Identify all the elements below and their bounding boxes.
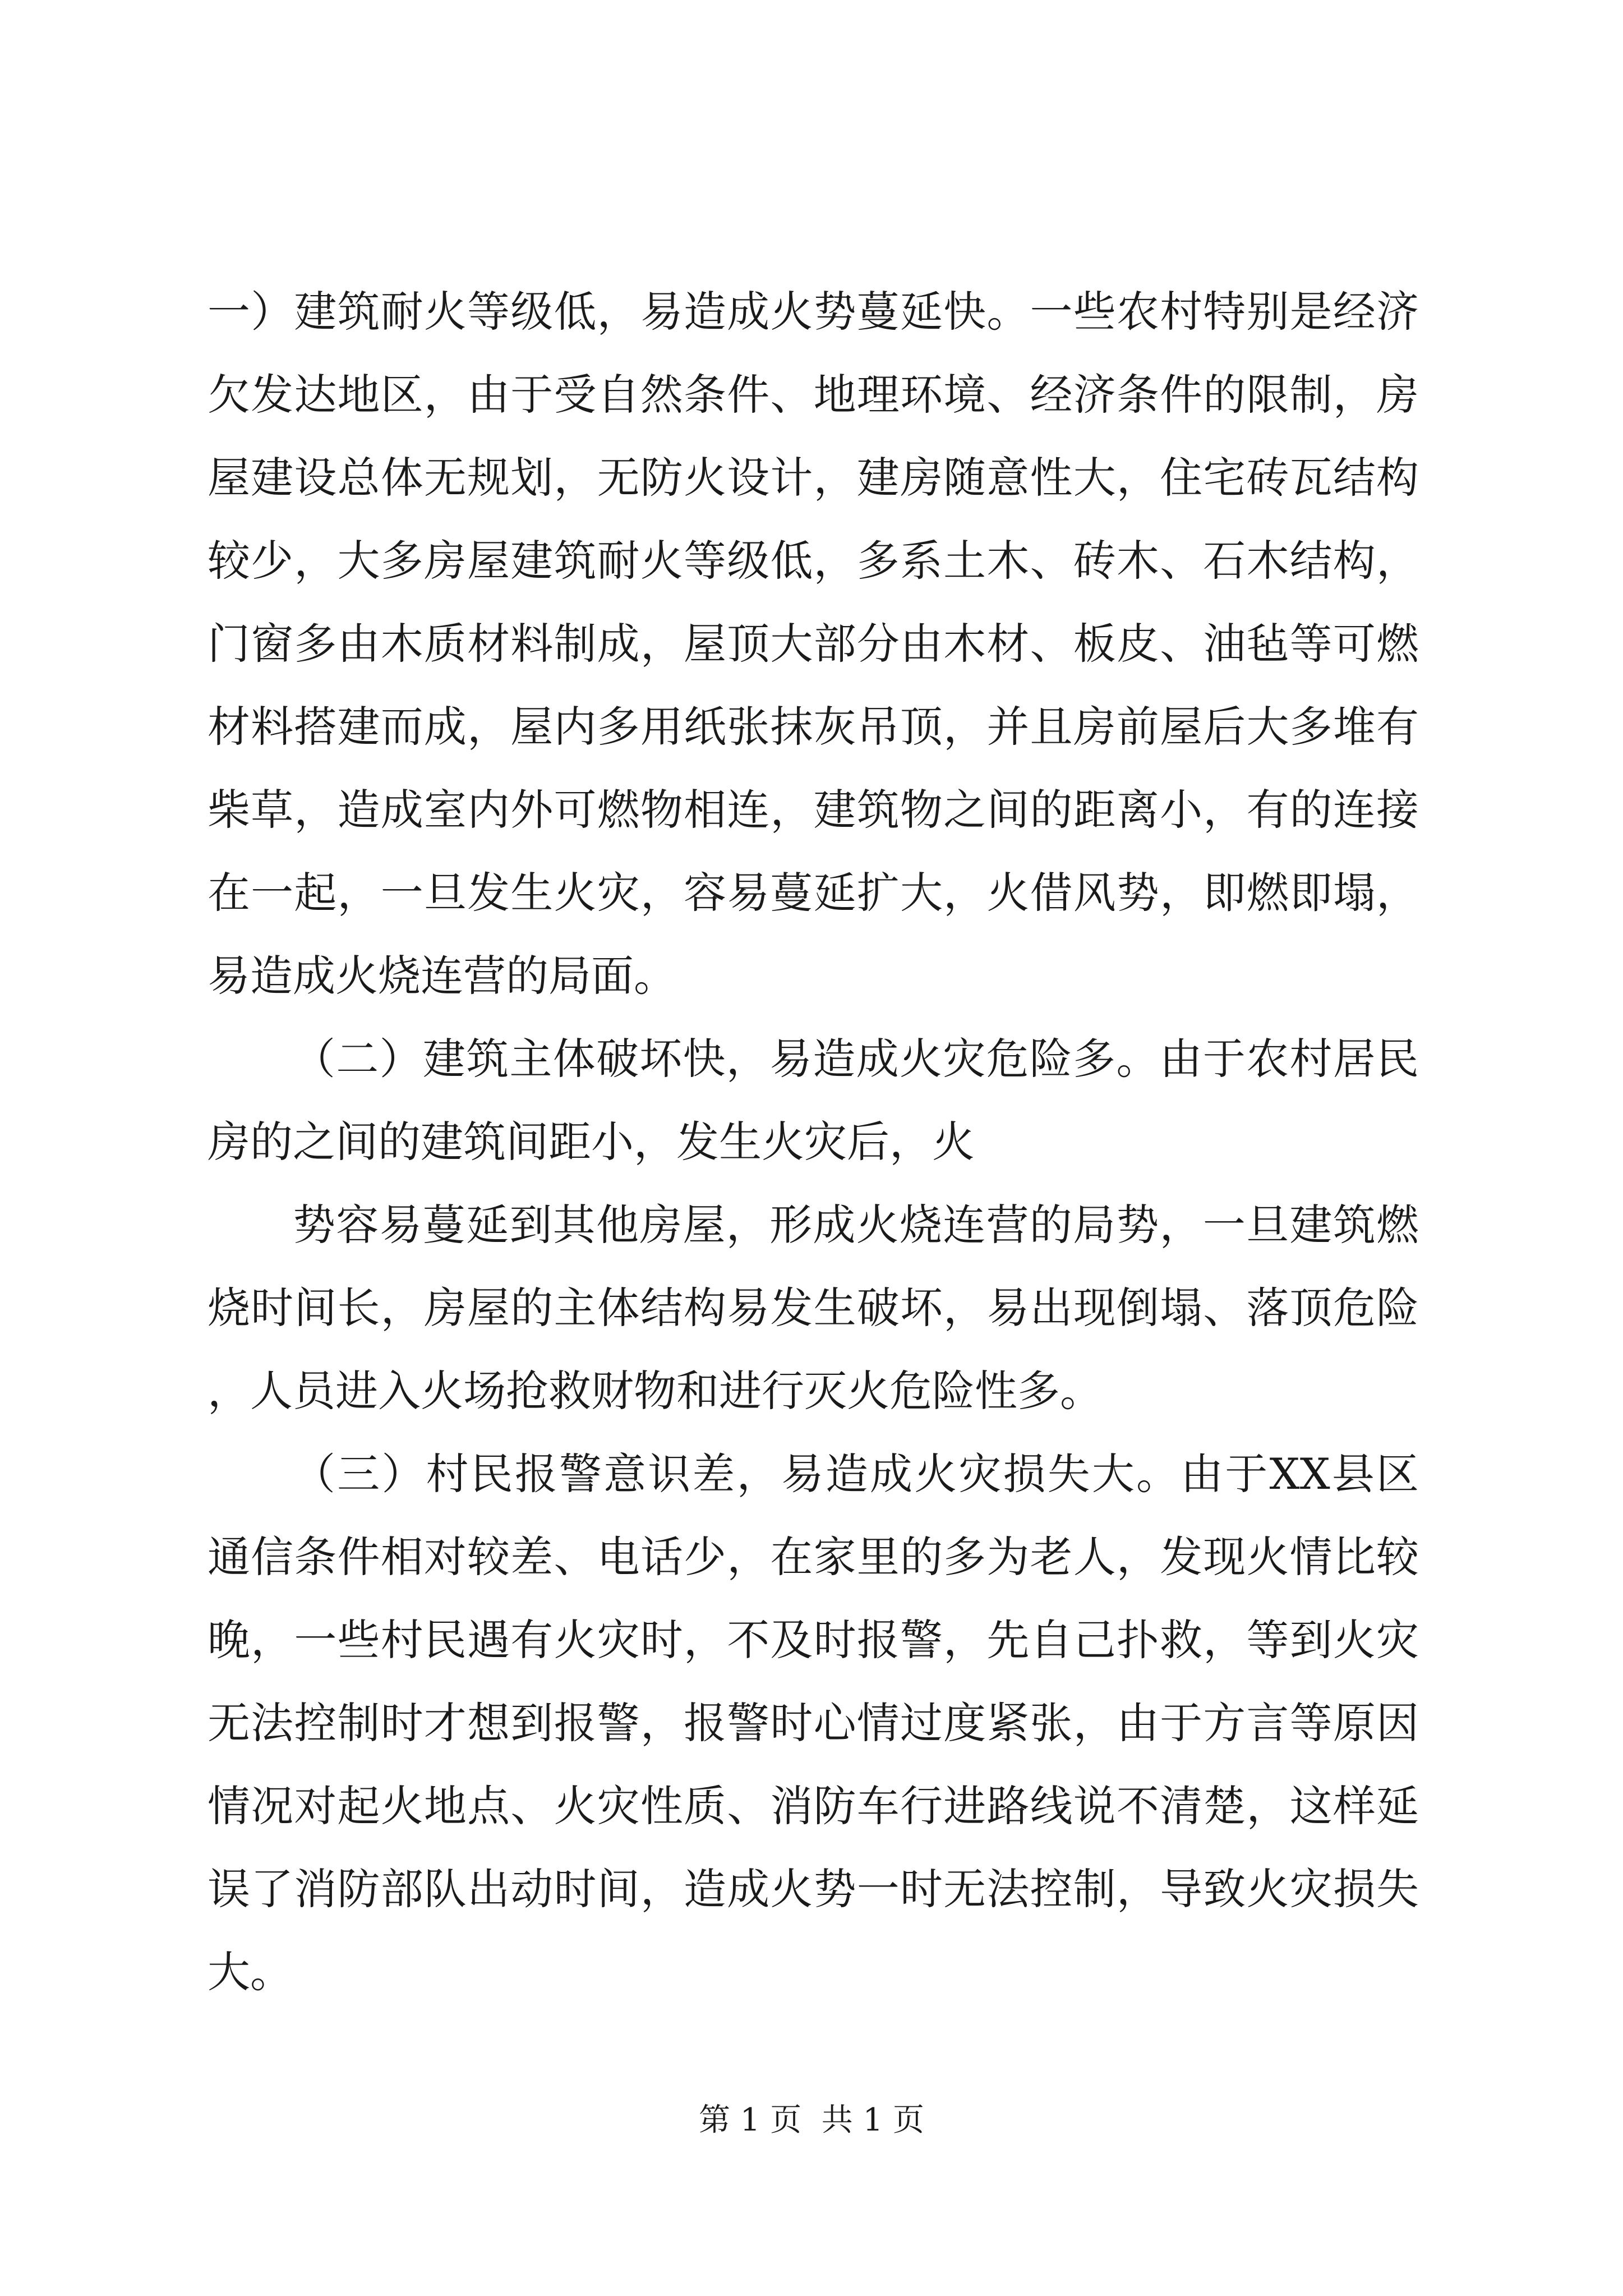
paragraph-fire-spread: 势容易蔓延到其他房屋，形成火烧连营的局势，一旦建筑燃烧时间长，房屋的主体结构易发生破坏，易出现倒塌、落顶危险，人员进入火场抢救财物和进行灭火危险性多。 — [208, 1200, 1419, 1416]
document-body — [208, 270, 1419, 2014]
page-footer — [0, 2101, 1623, 2140]
page-number-label: 第 1 页 共 1 页 — [698, 2102, 925, 2138]
paragraph-building-fire-resistance: 一）建筑耐火等级低，易造成火势蔓延快。一些农村特别是经济欠发达地区，由于受自然条件、地理环境、经济条件的限制，房屋建设总体无规划，无防火设计，建房随意性大，住宅砖瓦结构较少，大多房屋建筑耐火等级低，多系土木、砖木、石木结构，门窗多由木质材料制成，屋顶大部分由木材、板皮、油毡等可燃材料搭建而成，屋内多用纸张抹灰吊顶，并且房前屋后大多堆有柴草，造成室内外可燃物相连，建筑物之间的距离小，有的连接在一起，一旦发生火灾，容易蔓延扩大，火借风势，即燃即塌，易造成火烧连营的局面。 — [208, 287, 1419, 1001]
paragraph-alarm-awareness: （三）村民报警意识差，易造成火灾损失大。由于XX县区通信条件相对较差、电话少，在家里的多为老人，发现火情比较晚，一些村民遇有火灾时，不及时报警，先自己扑救，等到火灾无法控制时才想到报警，报警时心情过度紧张，由于方言等原因情况对起火地点、火灾性质、消防车行进路线说不清楚，这样延误了消防部队出动时间，造成火势一时无法控制，导致火灾损失大。 — [208, 1449, 1419, 1997]
paragraph-building-structure: （二）建筑主体破坏快，易造成火灾危险多。由于农村居民房的之间的建筑间距小，发生火灾后，火 — [208, 1034, 1419, 1167]
